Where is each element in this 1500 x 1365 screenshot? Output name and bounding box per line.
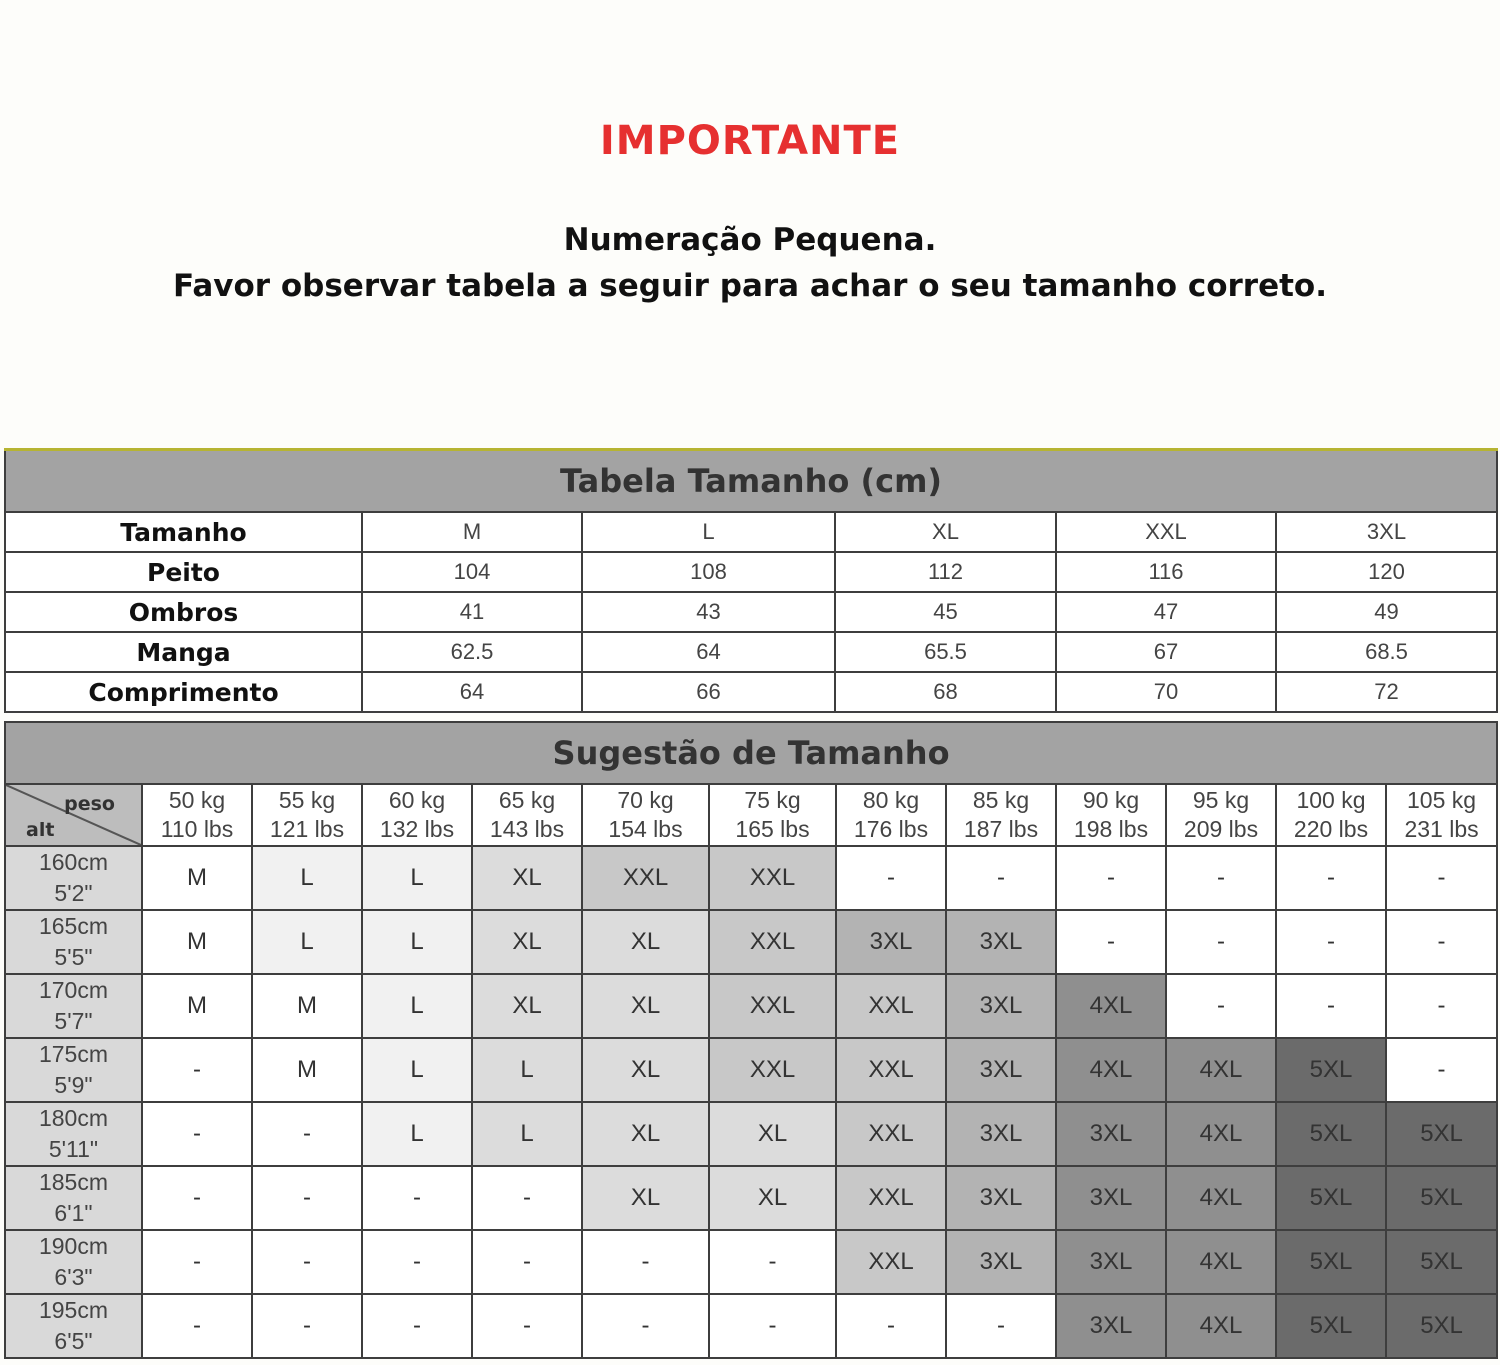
- size-suggestion-cell: 4XL: [1056, 974, 1166, 1038]
- size-suggestion-cell: 4XL: [1166, 1294, 1276, 1358]
- weight-lbs: 198 lbs: [1073, 816, 1149, 842]
- size-table-row: [5, 672, 1497, 712]
- height-header: [5, 1230, 142, 1294]
- size-suggestion-cell: M: [142, 974, 252, 1038]
- size-suggestion-cell: 3XL: [1056, 1230, 1166, 1294]
- weight-header: [1166, 784, 1276, 846]
- weight-header: [1276, 784, 1386, 846]
- size-suggestion-cell: 3XL: [946, 1038, 1056, 1102]
- weight-header: [582, 784, 709, 846]
- size-table-row: [5, 632, 1497, 672]
- size-suggestion-cell: -: [1386, 910, 1497, 974]
- size-suggestion-cell: L: [252, 846, 362, 910]
- height-row: [5, 1038, 1497, 1102]
- size-suggestion-cell: M: [142, 910, 252, 974]
- size-suggestion-cell: 5XL: [1386, 1166, 1497, 1230]
- size-value-cell: 70: [1056, 672, 1276, 712]
- weight-kg: 105 kg: [1407, 787, 1477, 813]
- size-suggestion-cell: -: [1276, 910, 1386, 974]
- size-suggestion-cell: XXL: [709, 974, 836, 1038]
- size-table-row: [5, 552, 1497, 592]
- size-suggestion-cell: XL: [582, 1166, 709, 1230]
- size-value-cell: 43: [582, 592, 835, 632]
- size-value-cell: 72: [1276, 672, 1497, 712]
- size-suggestion-cell: -: [142, 1230, 252, 1294]
- size-value-cell: 64: [582, 632, 835, 672]
- size-suggestion-cell: -: [582, 1230, 709, 1294]
- height-header: [5, 846, 142, 910]
- height-row: [5, 910, 1497, 974]
- height-cm: 190cm: [38, 1233, 109, 1259]
- size-value-cell: 62.5: [362, 632, 582, 672]
- weight-lbs: 165 lbs: [735, 816, 810, 842]
- size-suggestion-cell: 4XL: [1166, 1102, 1276, 1166]
- size-suggestion-cell: -: [142, 1166, 252, 1230]
- weight-header-row: [5, 784, 1497, 846]
- height-cm: 185cm: [38, 1169, 109, 1195]
- size-suggestion-cell: L: [362, 1038, 472, 1102]
- size-suggestion-cell: L: [472, 1038, 582, 1102]
- size-value-cell: 3XL: [1276, 512, 1497, 552]
- height-ft: 6'1": [54, 1200, 93, 1226]
- weight-lbs: 209 lbs: [1183, 816, 1259, 842]
- height-row: [5, 974, 1497, 1038]
- size-suggestion-cell: L: [362, 974, 472, 1038]
- size-row-label: Peito: [5, 552, 362, 592]
- size-value-cell: 65.5: [835, 632, 1056, 672]
- size-suggestion-cell: XL: [472, 846, 582, 910]
- height-cm: 170cm: [38, 977, 109, 1003]
- size-suggestion-cell: XL: [582, 1038, 709, 1102]
- size-suggestion-cell: 3XL: [1056, 1294, 1166, 1358]
- size-suggestion-cell: -: [1056, 910, 1166, 974]
- weight-kg: 85 kg: [972, 787, 1030, 813]
- weight-kg: 65 kg: [498, 787, 556, 813]
- height-cm: 180cm: [38, 1105, 109, 1131]
- alt-label: alt: [26, 819, 55, 841]
- height-cm: 165cm: [38, 913, 109, 939]
- size-suggestion-cell: M: [142, 846, 252, 910]
- size-suggestion-cell: -: [946, 1294, 1056, 1358]
- size-row-label: Comprimento: [5, 672, 362, 712]
- size-table: [4, 448, 1498, 713]
- height-header: [5, 1294, 142, 1358]
- weight-lbs: 110 lbs: [160, 816, 234, 842]
- height-row: [5, 1102, 1497, 1166]
- weight-header: [472, 784, 582, 846]
- size-suggestion-cell: 4XL: [1056, 1038, 1166, 1102]
- size-value-cell: 47: [1056, 592, 1276, 632]
- size-suggestion-cell: -: [362, 1230, 472, 1294]
- weight-header: [142, 784, 252, 846]
- size-value-cell: 64: [362, 672, 582, 712]
- size-table-title: Tabela Tamanho (cm): [5, 450, 1497, 513]
- size-suggestion-cell: -: [1166, 846, 1276, 910]
- size-suggestion-cell: XL: [709, 1166, 836, 1230]
- weight-kg: 60 kg: [388, 787, 446, 813]
- weight-lbs: 154 lbs: [608, 816, 683, 842]
- size-suggestion-cell: 4XL: [1166, 1230, 1276, 1294]
- weight-kg: 100 kg: [1296, 787, 1366, 813]
- weight-lbs: 220 lbs: [1293, 816, 1369, 842]
- weight-kg: 95 kg: [1192, 787, 1250, 813]
- size-suggestion-cell: XL: [582, 1102, 709, 1166]
- size-suggestion-cell: XL: [582, 974, 709, 1038]
- weight-header: [836, 784, 946, 846]
- size-suggestion-cell: -: [472, 1230, 582, 1294]
- size-suggestion-cell: -: [836, 846, 946, 910]
- size-suggestion-cell: XXL: [836, 1038, 946, 1102]
- size-suggestion-cell: XL: [709, 1102, 836, 1166]
- size-value-cell: 67: [1056, 632, 1276, 672]
- size-suggestion-cell: 3XL: [946, 1166, 1056, 1230]
- height-row: [5, 846, 1497, 910]
- size-suggestion-cell: -: [142, 1102, 252, 1166]
- size-suggestion-cell: 3XL: [946, 974, 1056, 1038]
- size-suggestion-cell: -: [362, 1166, 472, 1230]
- size-suggestion-cell: -: [252, 1166, 362, 1230]
- height-ft: 5'11": [48, 1136, 99, 1162]
- size-suggestion-cell: 4XL: [1166, 1038, 1276, 1102]
- size-suggestion-cell: XL: [582, 910, 709, 974]
- size-suggestion-cell: 5XL: [1276, 1294, 1386, 1358]
- size-suggestion-cell: XXL: [709, 846, 836, 910]
- height-row: [5, 1230, 1497, 1294]
- size-suggestion-cell: L: [252, 910, 362, 974]
- size-suggestion-cell: 5XL: [1386, 1230, 1497, 1294]
- size-value-cell: 68.5: [1276, 632, 1497, 672]
- size-suggestion-cell: 3XL: [1056, 1166, 1166, 1230]
- size-row-label: Tamanho: [5, 512, 362, 552]
- size-value-cell: 104: [362, 552, 582, 592]
- size-suggestion-cell: M: [252, 974, 362, 1038]
- weight-kg: 75 kg: [744, 787, 801, 813]
- size-row-label: Manga: [5, 632, 362, 672]
- height-ft: 5'5": [54, 944, 93, 970]
- notice-line-1: Numeração Pequena.: [563, 222, 937, 258]
- size-suggestion-cell: -: [1386, 974, 1497, 1038]
- size-suggestion-cell: -: [709, 1294, 836, 1358]
- size-suggestion-cell: 5XL: [1276, 1166, 1386, 1230]
- size-suggestion-cell: 5XL: [1386, 1294, 1497, 1358]
- size-value-cell: 41: [362, 592, 582, 632]
- weight-kg: 50 kg: [168, 787, 226, 813]
- weight-kg: 70 kg: [617, 787, 674, 813]
- size-suggestion-cell: 5XL: [1276, 1230, 1386, 1294]
- size-suggestion-cell: -: [472, 1166, 582, 1230]
- height-row: [5, 1294, 1497, 1358]
- size-suggestion-cell: -: [709, 1230, 836, 1294]
- size-suggestion-cell: XXL: [709, 910, 836, 974]
- important-heading: IMPORTANTE: [599, 118, 901, 164]
- size-suggestion-cell: -: [946, 846, 1056, 910]
- size-suggestion-cell: 3XL: [1056, 1102, 1166, 1166]
- weight-kg: 80 kg: [862, 787, 920, 813]
- weight-header: [252, 784, 362, 846]
- weight-lbs: 143 lbs: [489, 816, 565, 842]
- size-suggestion-cell: XL: [472, 974, 582, 1038]
- weight-header: [1386, 784, 1497, 846]
- size-suggestion-cell: XL: [472, 910, 582, 974]
- size-suggestion-cell: XXL: [582, 846, 709, 910]
- weight-lbs: 231 lbs: [1404, 816, 1479, 842]
- weight-header: [946, 784, 1056, 846]
- size-value-cell: 45: [835, 592, 1056, 632]
- size-suggestion-cell: -: [142, 1294, 252, 1358]
- size-suggestion-cell: 5XL: [1386, 1102, 1497, 1166]
- size-suggestion-cell: 3XL: [946, 1230, 1056, 1294]
- size-table-row: [5, 512, 1497, 552]
- size-table-row: [5, 592, 1497, 632]
- size-suggestion-cell: -: [362, 1294, 472, 1358]
- suggestion-table-title: Sugestão de Tamanho: [5, 722, 1497, 784]
- size-suggestion-cell: 4XL: [1166, 1166, 1276, 1230]
- height-cm: 175cm: [38, 1041, 109, 1067]
- size-suggestion-cell: -: [472, 1294, 582, 1358]
- weight-lbs: 121 lbs: [269, 816, 345, 842]
- size-value-cell: 49: [1276, 592, 1497, 632]
- size-suggestion-cell: 5XL: [1276, 1102, 1386, 1166]
- size-suggestion-cell: -: [582, 1294, 709, 1358]
- size-suggestion-cell: -: [142, 1038, 252, 1102]
- size-suggestion-cell: 3XL: [946, 1102, 1056, 1166]
- height-header: [5, 1038, 142, 1102]
- size-suggestion-cell: -: [1056, 846, 1166, 910]
- height-row: [5, 1166, 1497, 1230]
- size-suggestion-cell: M: [252, 1038, 362, 1102]
- weight-lbs: 187 lbs: [963, 816, 1039, 842]
- size-suggestion-cell: XXL: [836, 1102, 946, 1166]
- weight-lbs: 176 lbs: [853, 816, 929, 842]
- height-ft: 6'3": [54, 1264, 93, 1290]
- size-suggestion-cell: -: [1386, 1038, 1497, 1102]
- suggestion-table: [4, 721, 1498, 1359]
- weight-kg: 90 kg: [1082, 787, 1140, 813]
- size-suggestion-cell: 5XL: [1276, 1038, 1386, 1102]
- size-suggestion-cell: -: [1166, 910, 1276, 974]
- size-suggestion-cell: L: [472, 1102, 582, 1166]
- size-value-cell: 112: [835, 552, 1056, 592]
- size-value-cell: 120: [1276, 552, 1497, 592]
- size-value-cell: M: [362, 512, 582, 552]
- size-suggestion-cell: -: [252, 1230, 362, 1294]
- peso-label: peso: [64, 793, 115, 815]
- size-suggestion-cell: XXL: [709, 1038, 836, 1102]
- size-suggestion-cell: L: [362, 1102, 472, 1166]
- weight-lbs: 132 lbs: [379, 816, 455, 842]
- weight-kg: 55 kg: [278, 787, 336, 813]
- height-header: [5, 1102, 142, 1166]
- height-cm: 195cm: [38, 1297, 109, 1323]
- size-suggestion-cell: XXL: [836, 1230, 946, 1294]
- height-ft: 6'5": [54, 1328, 93, 1354]
- weight-header: [362, 784, 472, 846]
- size-suggestion-cell: -: [1166, 974, 1276, 1038]
- size-suggestion-cell: XXL: [836, 1166, 946, 1230]
- peso-alt-corner: [5, 784, 142, 846]
- weight-header: [1056, 784, 1166, 846]
- height-cm: 160cm: [38, 849, 109, 875]
- size-value-cell: 68: [835, 672, 1056, 712]
- size-suggestion-cell: 3XL: [836, 910, 946, 974]
- size-value-cell: 116: [1056, 552, 1276, 592]
- size-suggestion-cell: -: [1276, 846, 1386, 910]
- height-header: [5, 1166, 142, 1230]
- height-ft: 5'2": [54, 880, 93, 906]
- size-value-cell: XXL: [1056, 512, 1276, 552]
- weight-header: [709, 784, 836, 846]
- size-suggestion-cell: 3XL: [946, 910, 1056, 974]
- size-suggestion-cell: -: [252, 1102, 362, 1166]
- size-suggestion-cell: XXL: [836, 974, 946, 1038]
- size-row-label: Ombros: [5, 592, 362, 632]
- height-header: [5, 974, 142, 1038]
- size-suggestion-cell: L: [362, 846, 472, 910]
- size-suggestion-cell: -: [252, 1294, 362, 1358]
- height-ft: 5'7": [54, 1008, 93, 1034]
- size-value-cell: XL: [835, 512, 1056, 552]
- size-suggestion-cell: L: [362, 910, 472, 974]
- size-value-cell: L: [582, 512, 835, 552]
- height-header: [5, 910, 142, 974]
- size-suggestion-cell: -: [1386, 846, 1497, 910]
- size-value-cell: 108: [582, 552, 835, 592]
- notice-line-2: Favor observar tabela a seguir para achar o seu tamanho correto.: [172, 268, 1328, 304]
- size-value-cell: 66: [582, 672, 835, 712]
- size-suggestion-cell: -: [836, 1294, 946, 1358]
- size-suggestion-cell: -: [1276, 974, 1386, 1038]
- height-ft: 5'9": [54, 1072, 93, 1098]
